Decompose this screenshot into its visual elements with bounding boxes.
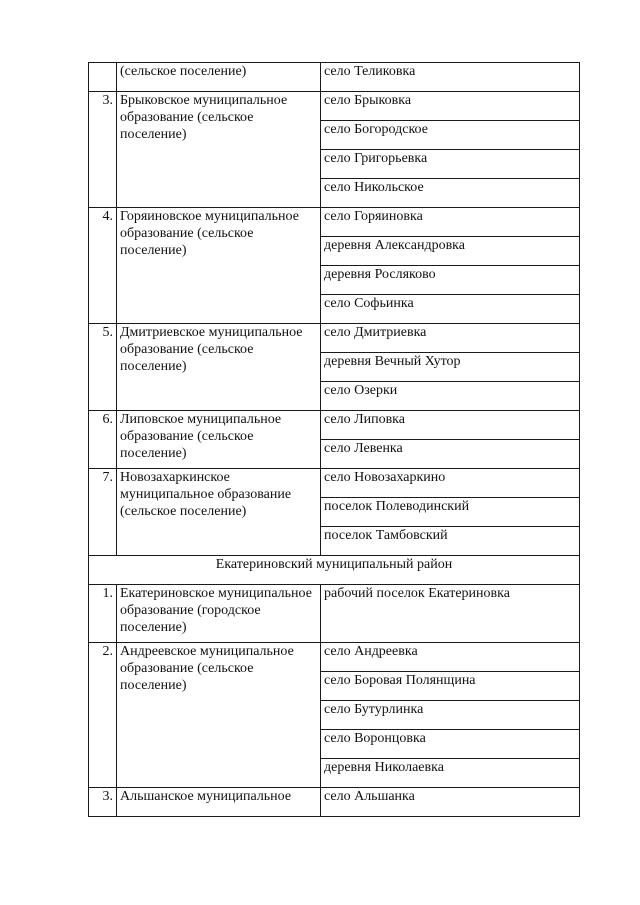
settlement-name: деревня Николаевка bbox=[321, 759, 580, 788]
settlement-name: поселок Тамбовский bbox=[321, 527, 580, 556]
settlement-name: село Брыковка bbox=[321, 92, 580, 121]
municipality-number: 7. bbox=[89, 469, 117, 556]
settlement-name: село Левенка bbox=[321, 440, 580, 469]
settlement-name: деревня Вечный Хутор bbox=[321, 353, 580, 382]
municipality-number: 3. bbox=[89, 92, 117, 208]
municipality-name: Горяиновское муниципальное образование (сельское поселение) bbox=[117, 208, 321, 324]
district-header-row bbox=[89, 556, 580, 585]
settlement-name: село Горяиновка bbox=[321, 208, 580, 237]
settlement-name: поселок Полеводинский bbox=[321, 498, 580, 527]
table-row bbox=[89, 788, 580, 817]
settlement-name: село Озерки bbox=[321, 382, 580, 411]
settlement-name: село Андреевка bbox=[321, 643, 580, 672]
district-name: Екатериновский муниципальный район bbox=[89, 556, 580, 585]
settlement-name: село Никольское bbox=[321, 179, 580, 208]
municipality-number: 1. bbox=[89, 585, 117, 643]
municipality-name: Дмитриевское муниципальное образование (сельское поселение) bbox=[117, 324, 321, 411]
municipality-number: 3. bbox=[89, 788, 117, 817]
table-row bbox=[89, 63, 580, 92]
municipality-number bbox=[89, 63, 117, 92]
municipality-number: 5. bbox=[89, 324, 117, 411]
settlement-name: рабочий поселок Екатериновка bbox=[321, 585, 580, 643]
table-row bbox=[89, 208, 580, 237]
municipality-name: Новозахаркинское муниципальное образование (сельское поселение) bbox=[117, 469, 321, 556]
settlement-name: село Дмитриевка bbox=[321, 324, 580, 353]
municipality-name: Брыковское муниципальное образование (сельское поселение) bbox=[117, 92, 321, 208]
settlement-name: село Боровая Полянщина bbox=[321, 672, 580, 701]
settlement-name: деревня Росляково bbox=[321, 266, 580, 295]
settlement-name: село Воронцовка bbox=[321, 730, 580, 759]
table-row bbox=[89, 469, 580, 498]
settlement-name: село Бутурлинка bbox=[321, 701, 580, 730]
settlement-name: деревня Александровка bbox=[321, 237, 580, 266]
municipality-name: Липовское муниципальное образование (сельское поселение) bbox=[117, 411, 321, 469]
municipality-name: Екатериновское муниципальное образование (городское поселение) bbox=[117, 585, 321, 643]
settlement-name: село Теликовка bbox=[321, 63, 580, 92]
settlement-name: село Альшанка bbox=[321, 788, 580, 817]
settlements-table bbox=[88, 62, 580, 817]
settlement-name: село Богородское bbox=[321, 121, 580, 150]
table-row bbox=[89, 585, 580, 643]
settlement-name: село Григорьевка bbox=[321, 150, 580, 179]
municipality-name: Андреевское муниципальное образование (сельское поселение) bbox=[117, 643, 321, 788]
settlement-name: село Новозахаркино bbox=[321, 469, 580, 498]
municipality-name: (сельское поселение) bbox=[117, 63, 321, 92]
settlement-name: село Липовка bbox=[321, 411, 580, 440]
table-row bbox=[89, 92, 580, 121]
municipality-number: 6. bbox=[89, 411, 117, 469]
municipality-name: Альшанское муниципальное bbox=[117, 788, 321, 817]
municipality-number: 2. bbox=[89, 643, 117, 788]
table-row bbox=[89, 324, 580, 353]
table-row bbox=[89, 643, 580, 672]
municipality-number: 4. bbox=[89, 208, 117, 324]
table-row bbox=[89, 411, 580, 440]
settlement-name: село Софьинка bbox=[321, 295, 580, 324]
